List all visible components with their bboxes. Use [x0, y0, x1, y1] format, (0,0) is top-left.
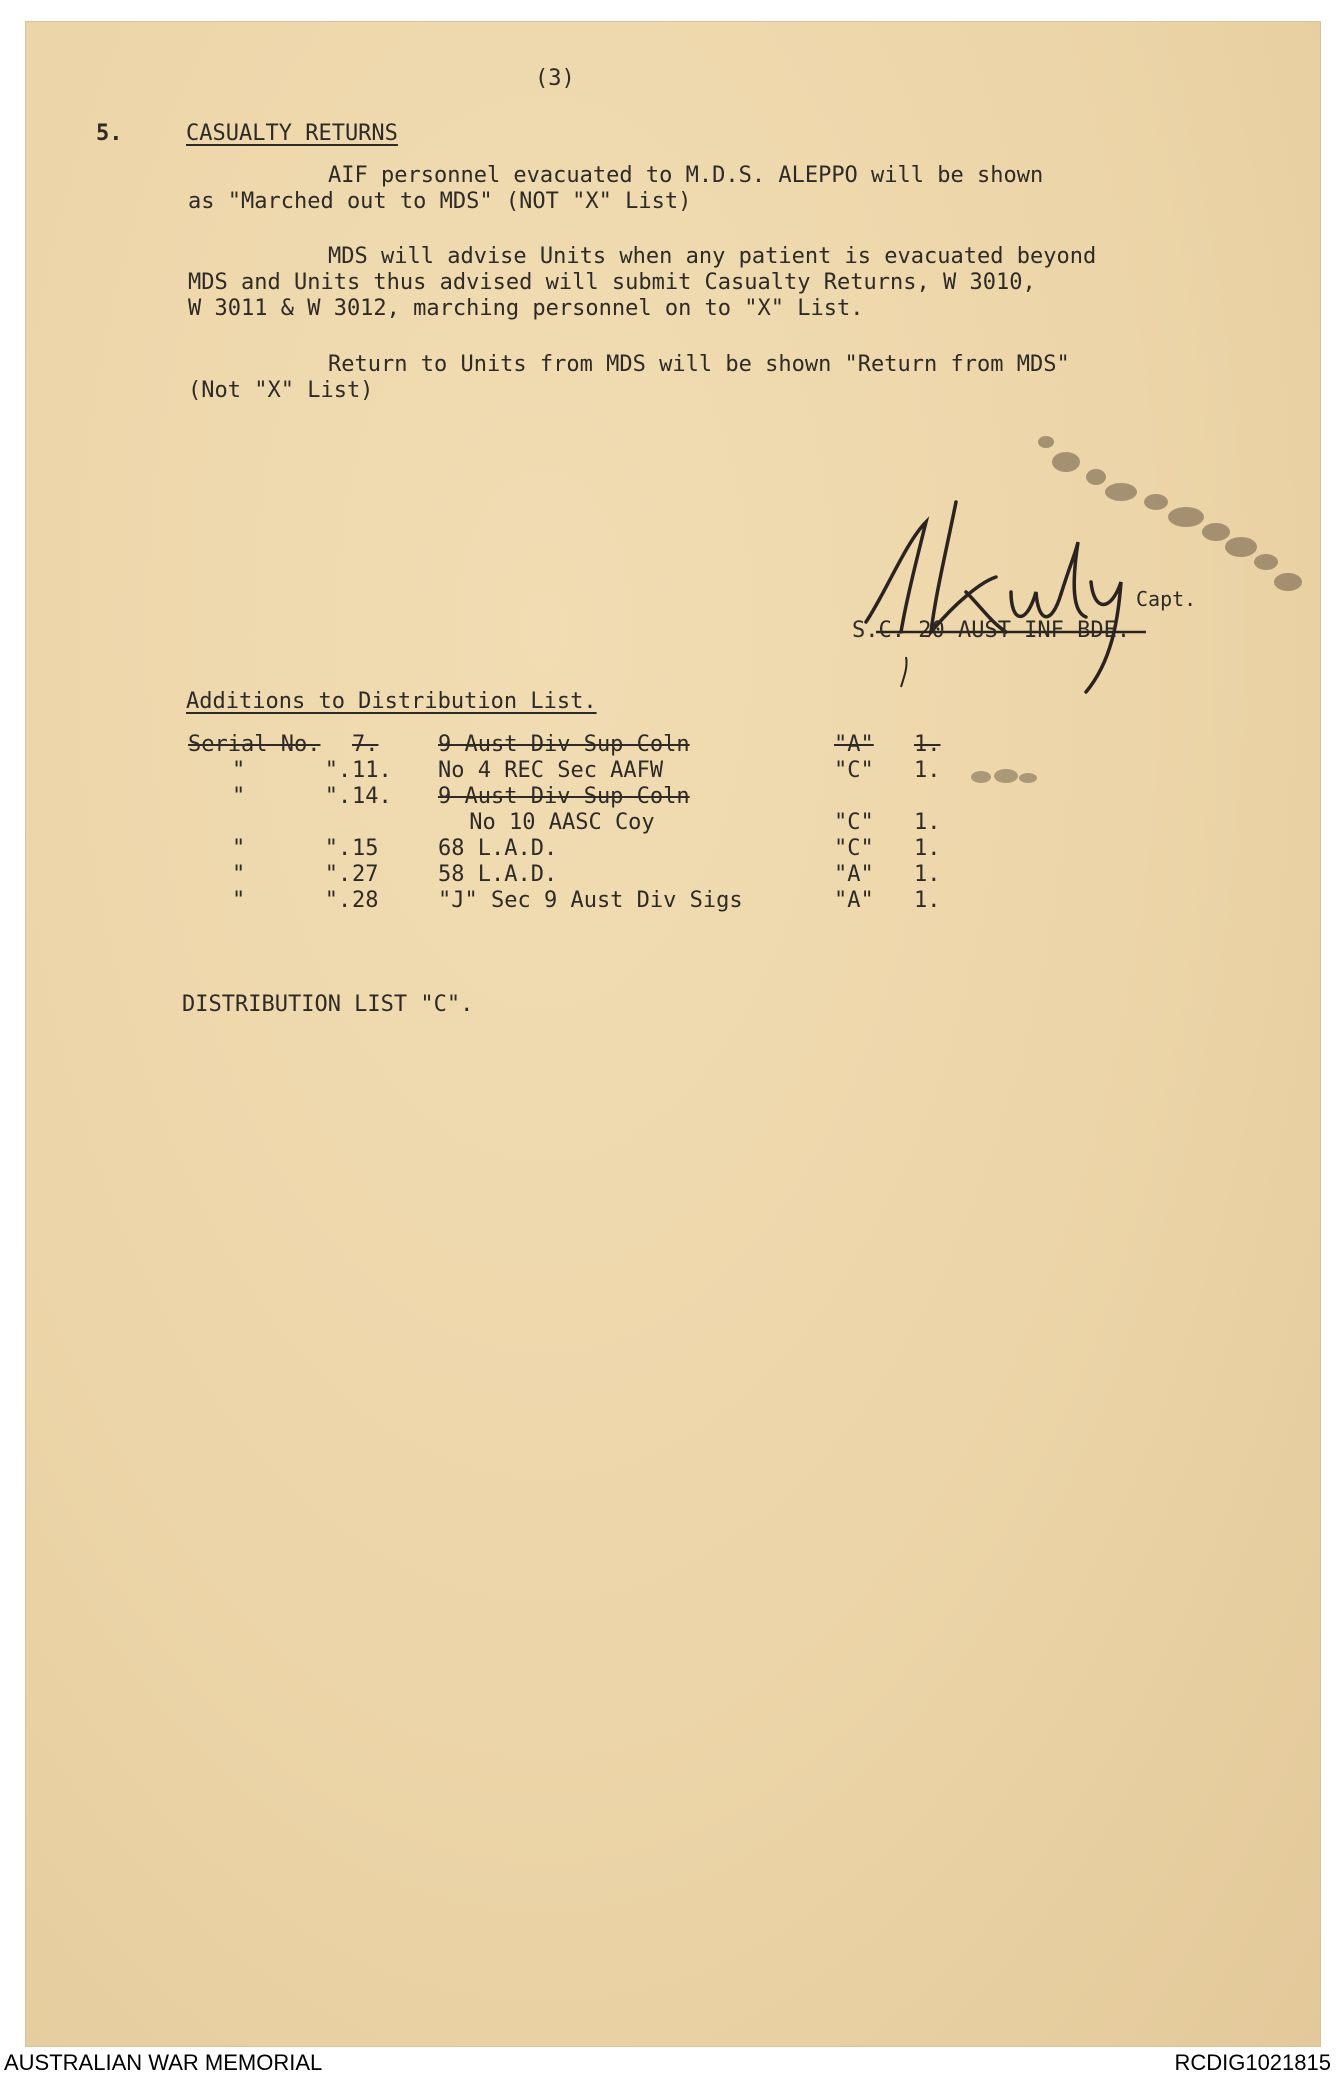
- row-list: "A": [834, 888, 874, 913]
- footer-right: RCDIG1021815: [1174, 2050, 1331, 2075]
- row-list: "A": [834, 732, 874, 757]
- row-prefix: " ".: [232, 784, 352, 809]
- signature-mark: [846, 482, 1186, 702]
- distribution-heading: Additions to Distribution List.: [186, 689, 597, 714]
- signature-appointment: S.C. 20 AUST INF BDE.: [852, 618, 1131, 643]
- row-num: 27: [352, 862, 379, 887]
- row-list: "A": [834, 862, 874, 887]
- row-qty: 1.: [914, 836, 941, 861]
- row-num: 7.: [352, 732, 379, 757]
- row-prefix: " ".: [232, 836, 352, 861]
- footer-left: AUSTRALIAN WAR MEMORIAL: [4, 2050, 323, 2075]
- row-num: 28: [352, 888, 379, 913]
- paragraph-line: as "Marched out to MDS" (NOT "X" List): [188, 189, 692, 214]
- paragraph-line: MDS will advise Units when any patient is evacuated beyond: [328, 244, 1097, 269]
- paragraph-line: W 3011 & W 3012, marching personnel on to "X" List.: [188, 296, 864, 321]
- row-unit: 9 Aust Div Sup Coln: [438, 784, 690, 809]
- paragraph-line: (Not "X" List): [188, 378, 374, 403]
- row-unit: No 4 REC Sec AAFW: [438, 758, 664, 783]
- row-unit: 58 L.A.D.: [438, 862, 558, 887]
- row-num: 14.: [352, 784, 392, 809]
- row-prefix: Serial No.: [188, 732, 321, 757]
- row-list: "C": [834, 836, 874, 861]
- paragraph-line: MDS and Units thus advised will submit Casualty Returns, W 3010,: [188, 270, 1036, 295]
- section-mark: 5.: [96, 121, 123, 146]
- row-prefix: " ".: [232, 758, 352, 783]
- paragraph-line: AIF personnel evacuated to M.D.S. ALEPPO will be shown: [328, 163, 1044, 188]
- row-qty: 1.: [914, 888, 941, 913]
- row-unit: No 10 AASC Coy: [456, 810, 655, 835]
- page-number: (3): [535, 66, 575, 91]
- row-prefix: " ".: [232, 888, 352, 913]
- paragraph-line: Return to Units from MDS will be shown "Return from MDS": [328, 352, 1070, 377]
- row-list: "C": [834, 810, 874, 835]
- row-qty: 1.: [914, 810, 941, 835]
- row-prefix: " ".: [232, 862, 352, 887]
- distribution-list-label: DISTRIBUTION LIST "C".: [182, 992, 474, 1017]
- row-list: "C": [834, 758, 874, 783]
- row-unit: 68 L.A.D.: [438, 836, 558, 861]
- row-qty: 1.: [914, 732, 941, 757]
- paper-sheet: [26, 22, 1320, 2046]
- row-unit: 9 Aust Div Sup Coln: [438, 732, 690, 757]
- section-heading: CASUALTY RETURNS: [186, 121, 398, 146]
- row-num: 15: [352, 836, 379, 861]
- row-unit: "J" Sec 9 Aust Div Sigs: [438, 888, 743, 913]
- signature-rank: Capt.: [1136, 587, 1197, 611]
- row-qty: 1.: [914, 758, 941, 783]
- row-num: 11.: [352, 758, 392, 783]
- row-qty: 1.: [914, 862, 941, 887]
- ink-smudge: [966, 762, 1046, 792]
